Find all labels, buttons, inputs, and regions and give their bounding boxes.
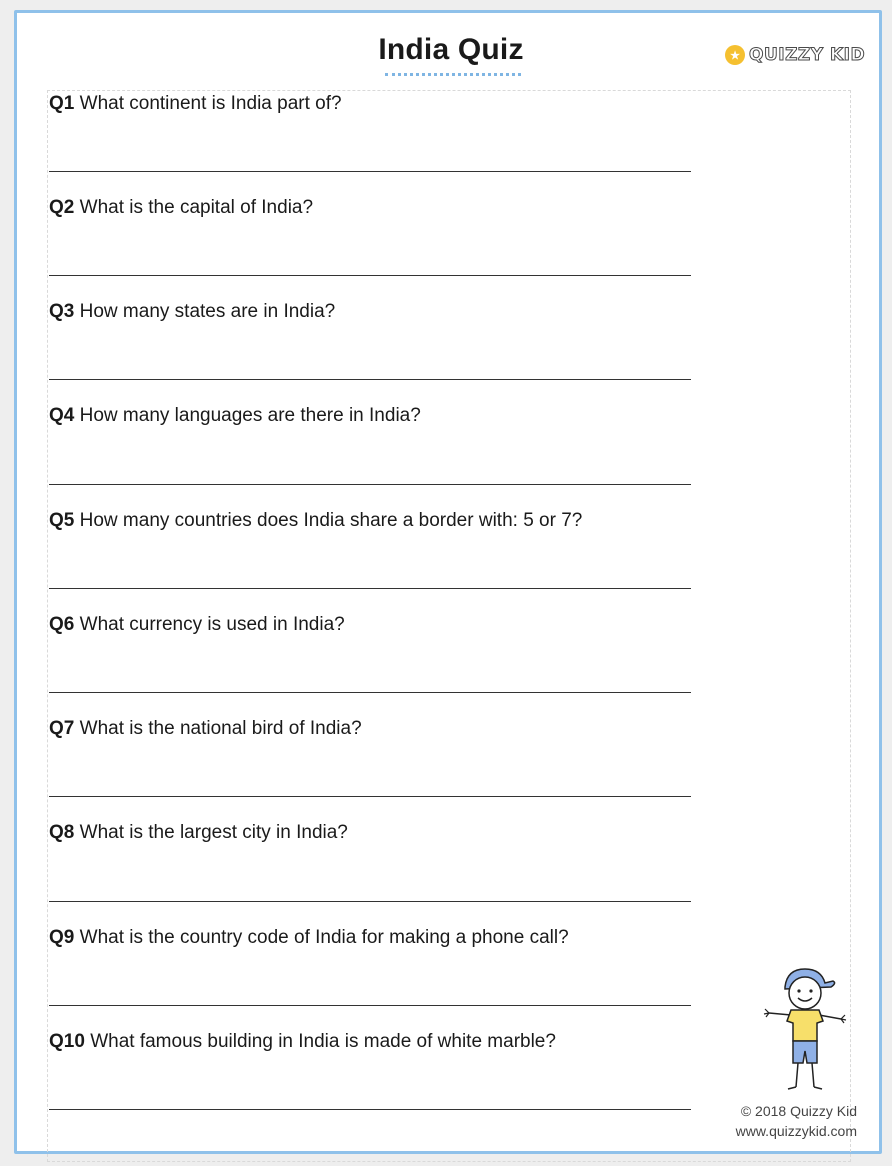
- question-number: Q4: [49, 405, 75, 426]
- answer-line-5[interactable]: [49, 588, 691, 589]
- question-text: What continent is India part of?: [79, 93, 342, 114]
- question-9: [49, 927, 569, 949]
- question-text: What is the country code of India for making a phone call?: [79, 927, 569, 948]
- answer-line-7[interactable]: [49, 796, 691, 797]
- question-6: [49, 614, 345, 636]
- answer-line-4[interactable]: [49, 484, 691, 485]
- star-badge-icon: ★: [725, 45, 745, 65]
- question-text: How many languages are there in India?: [79, 405, 421, 426]
- answer-line-10[interactable]: [49, 1109, 691, 1110]
- question-3: [49, 301, 335, 323]
- question-number: Q7: [49, 718, 75, 739]
- answer-line-8[interactable]: [49, 901, 691, 902]
- question-10: [49, 1031, 556, 1053]
- question-text: What is the national bird of India?: [79, 718, 362, 739]
- quizzy-kid-logo[interactable]: [725, 43, 865, 67]
- answer-line-9[interactable]: [49, 1005, 691, 1006]
- question-number: Q5: [49, 510, 75, 531]
- answer-line-6[interactable]: [49, 692, 691, 693]
- question-text: What famous building in India is made of white marble?: [90, 1031, 556, 1052]
- worksheet-page: [14, 10, 882, 1154]
- cartoon-kid-illustration: [755, 963, 855, 1093]
- question-4: [49, 405, 421, 427]
- question-text: What currency is used in India?: [79, 614, 345, 635]
- copyright-text: © 2018 Quizzy Kid: [740, 1103, 857, 1119]
- website-link[interactable]: www.quizzykid.com: [735, 1123, 857, 1139]
- question-number: Q8: [49, 822, 75, 843]
- question-7: [49, 718, 362, 740]
- question-number: Q1: [49, 93, 75, 114]
- question-2: [49, 197, 313, 219]
- question-5: [49, 510, 582, 532]
- question-1: [49, 93, 342, 115]
- answer-line-1[interactable]: [49, 171, 691, 172]
- question-text: How many states are in India?: [79, 301, 336, 322]
- page-title: India Quiz: [378, 33, 524, 66]
- question-text: How many countries does India share a border with: 5 or 7?: [79, 510, 583, 531]
- question-number: Q6: [49, 614, 75, 635]
- answer-line-2[interactable]: [49, 275, 691, 276]
- question-8: [49, 822, 348, 844]
- title-underline: [385, 73, 521, 79]
- question-number: Q9: [49, 927, 75, 948]
- question-text: What is the capital of India?: [79, 197, 314, 218]
- question-text: What is the largest city in India?: [79, 822, 348, 843]
- question-number: Q2: [49, 197, 75, 218]
- answer-line-3[interactable]: [49, 379, 691, 380]
- logo-text: QUIZZY KID: [749, 45, 866, 65]
- question-number: Q10: [49, 1031, 85, 1052]
- question-number: Q3: [49, 301, 75, 322]
